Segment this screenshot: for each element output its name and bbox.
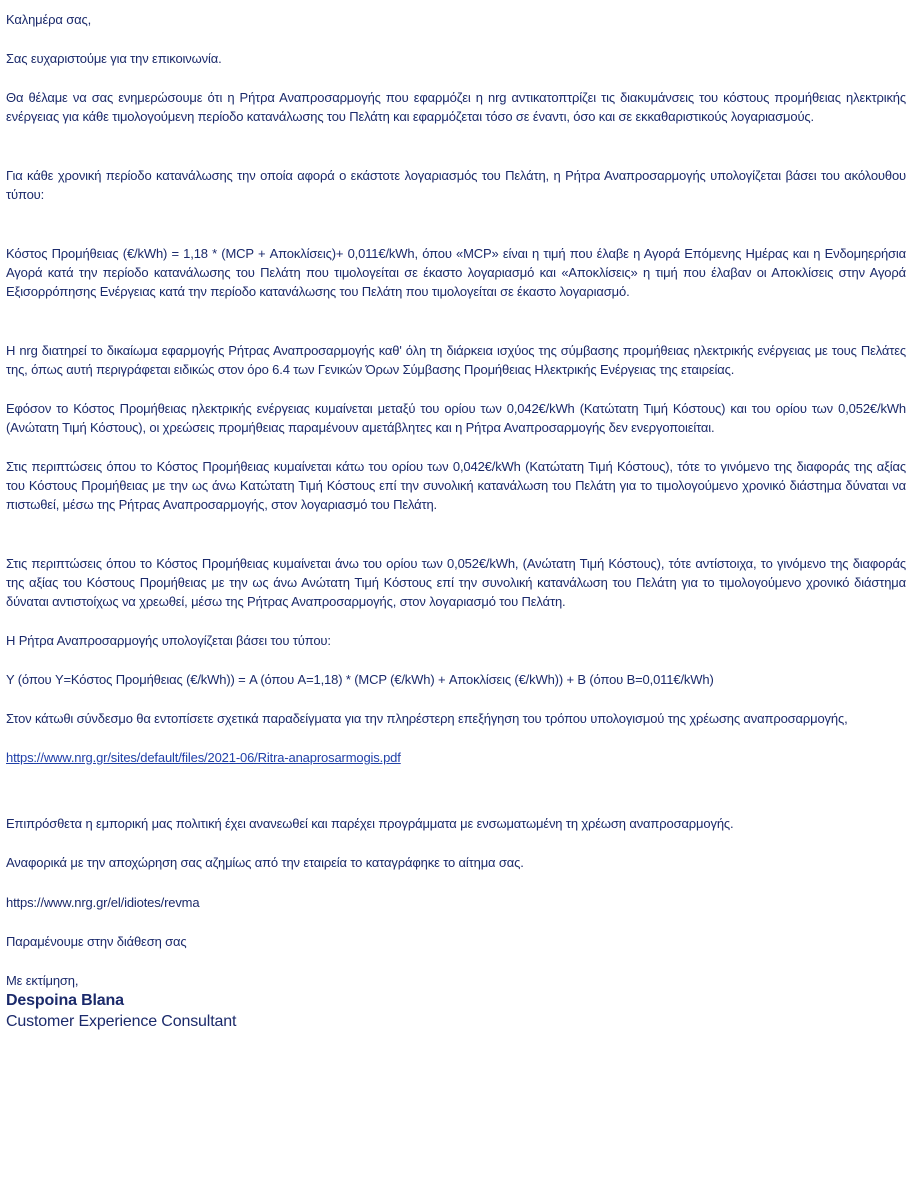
paragraph-cost-formula: Κόστος Προμήθειας (€/kWh) = 1,18 * (MCP + Αποκλίσεις)+ 0,011€/kWh, όπου «MCP» είναι η τιμή που έλαβε η Αγορά Επόμενης Ημέρας και η Ενδομηερήσια Αγορά κατά την περίοδο κατανάλωσης του Πελάτη που τιμολογείται σε έκαστο λογαριασμό και «Αποκλίσεις» η τιμή που έλαβαν οι Αποκλίσεις στην Αγορά Εξισορρόπησης Ενέργειας κατά την περίοδο κατανάλωσης του Πελάτη που τιμολογείται σε έκαστο λογαριασμό.: [6, 246, 906, 299]
signature-name: Despoina Blana: [6, 992, 124, 1009]
paragraph-withdrawal: Αναφορικά με την αποχώρηση σας αζημίως από την εταιρεία το καταγράφηκε το αίτημα σας.: [6, 855, 524, 870]
email-body: [6, 10, 906, 1032]
greeting: Καλημέρα σας,: [6, 12, 92, 27]
paragraph-formula-label: Η Ρήτρα Αναπροσαρμογής υπολογίζεται βάσει του τύπου:: [6, 633, 331, 648]
paragraph-credit: Στις περιπτώσεις όπου το Κόστος Προμήθειας κυμαίνεται κάτω του ορίου των 0,042€/kWh (Κατώτατη Τιμή Κόστους), τότε το γινόμενο της διαφοράς της αξίας του Κόστους Προμήθειας με την ως άνω Κατώτατη Τιμή Κόστους επί την συνολική κατανάλωση του Πελάτη για το τιμολογούμενο χρονικό διάστημα δύναται να πιστωθεί, μέσω της Ρήτρας Αναπροσαρμογής, στον λογαριασμό του Πελάτη.: [6, 459, 906, 512]
revma-url-text: https://www.nrg.gr/el/idiotes/revma: [6, 895, 200, 910]
paragraph-intro: Θα θέλαμε να σας ενημερώσουμε ότι η Ρήτρα Αναπροσαρμογής που εφαρμόζει η nrg αντικατοπτρίζει τις διακυμάνσεις του κόστους προμήθειας ηλεκτρικής ενέργειας για κάθε τιμολογούμενη περίοδο κατανάλωσης του Πελάτη και εφαρμόζεται τόσο σε έναντι, όσο και σε εκκαθαριστικούς λογαριασμούς.: [6, 90, 906, 124]
regards-text: Με εκτίμηση,: [6, 973, 79, 988]
thanks-text: Σας ευχαριστούμε για την επικοινωνία.: [6, 51, 222, 66]
closing-text: Παραμένουμε στην διάθεση σας: [6, 934, 187, 949]
formula-text: Y (όπου Y=Κόστος Προμήθειας (€/kWh)) = A (όπου A=1,18) * (MCP (€/kWh) + Αποκλίσεις (€/kWh)) + B (όπου B=0,011€/kWh): [6, 672, 714, 687]
paragraph-formula-intro: Για κάθε χρονική περίοδο κατανάλωσης την οποία αφορά ο εκάστοτε λογαριασμός του Πελάτη, η Ρήτρα Αναπροσαρμογής υπολογίζεται βάσει του ακόλουθου τύπου:: [6, 168, 906, 202]
pdf-link[interactable]: https://www.nrg.gr/sites/default/files/2021-06/Ritra-anaprosarmogis.pdf: [6, 750, 401, 765]
paragraph-rights: Η nrg διατηρεί το δικαίωμα εφαρμογής Ρήτρας Αναπροσαρμογής καθ' όλη τη διάρκεια ισχύος της σύμβασης προμήθειας ηλεκτρικής ενέργειας με τους Πελάτες της, όπως αυτή περιγράφεται ειδικώς στον όρο 6.4 των Γενικών Όρων Σύμβασης Προμήθειας Ηλεκτρικής Ενέργειας της εταιρείας.: [6, 343, 906, 377]
signature-title: Customer Experience Consultant: [6, 1013, 237, 1030]
paragraph-policy: Επιπρόσθετα η εμπορική μας πολιτική έχει ανανεωθεί και παρέχει προγράμματα με ενσωματωμένη τη χρέωση αναπροσαρμογής.: [6, 816, 734, 831]
paragraph-examples: Στον κάτωθι σύνδεσμο θα εντοπίσετε σχετικά παραδείγματα για την πληρέστερη επεξήγηση του τρόπου υπολογισμού της χρέωσης αναπροσαρμογής,: [6, 711, 848, 726]
paragraph-charge: Στις περιπτώσεις όπου το Κόστος Προμήθειας κυμαίνεται άνω του ορίου των 0,052€/kWh, (Ανώτατη Τιμή Κόστους), τότε αντίστοιχα, το γινόμενο της διαφοράς της αξίας του Κόστους Προμήθειας με την ως άνω Ανώτατη Τιμή Κόστους επί την συνολική κατανάλωση του Πελάτη για το τιμολογούμενο χρονικό διάστημα δύναται αντιστοίχως να χρεωθεί, μέσω της Ρήτρας Αναπροσαρμογής, στον λογαριασμό του Πελάτη.: [6, 556, 906, 609]
paragraph-range: Εφόσον το Κόστος Προμήθειας ηλεκτρικής ενέργειας κυμαίνεται μεταξύ του ορίου των 0,042€/kWh (Κατώτατη Τιμή Κόστους) και του ορίου των 0,052€/kWh (Ανώτατη Τιμή Κόστους), οι χρεώσεις προμήθειας παραμένουν αμετάβλητες και η Ρήτρα Αναπροσαρμογής δεν ενεργοποιείται.: [6, 401, 906, 435]
